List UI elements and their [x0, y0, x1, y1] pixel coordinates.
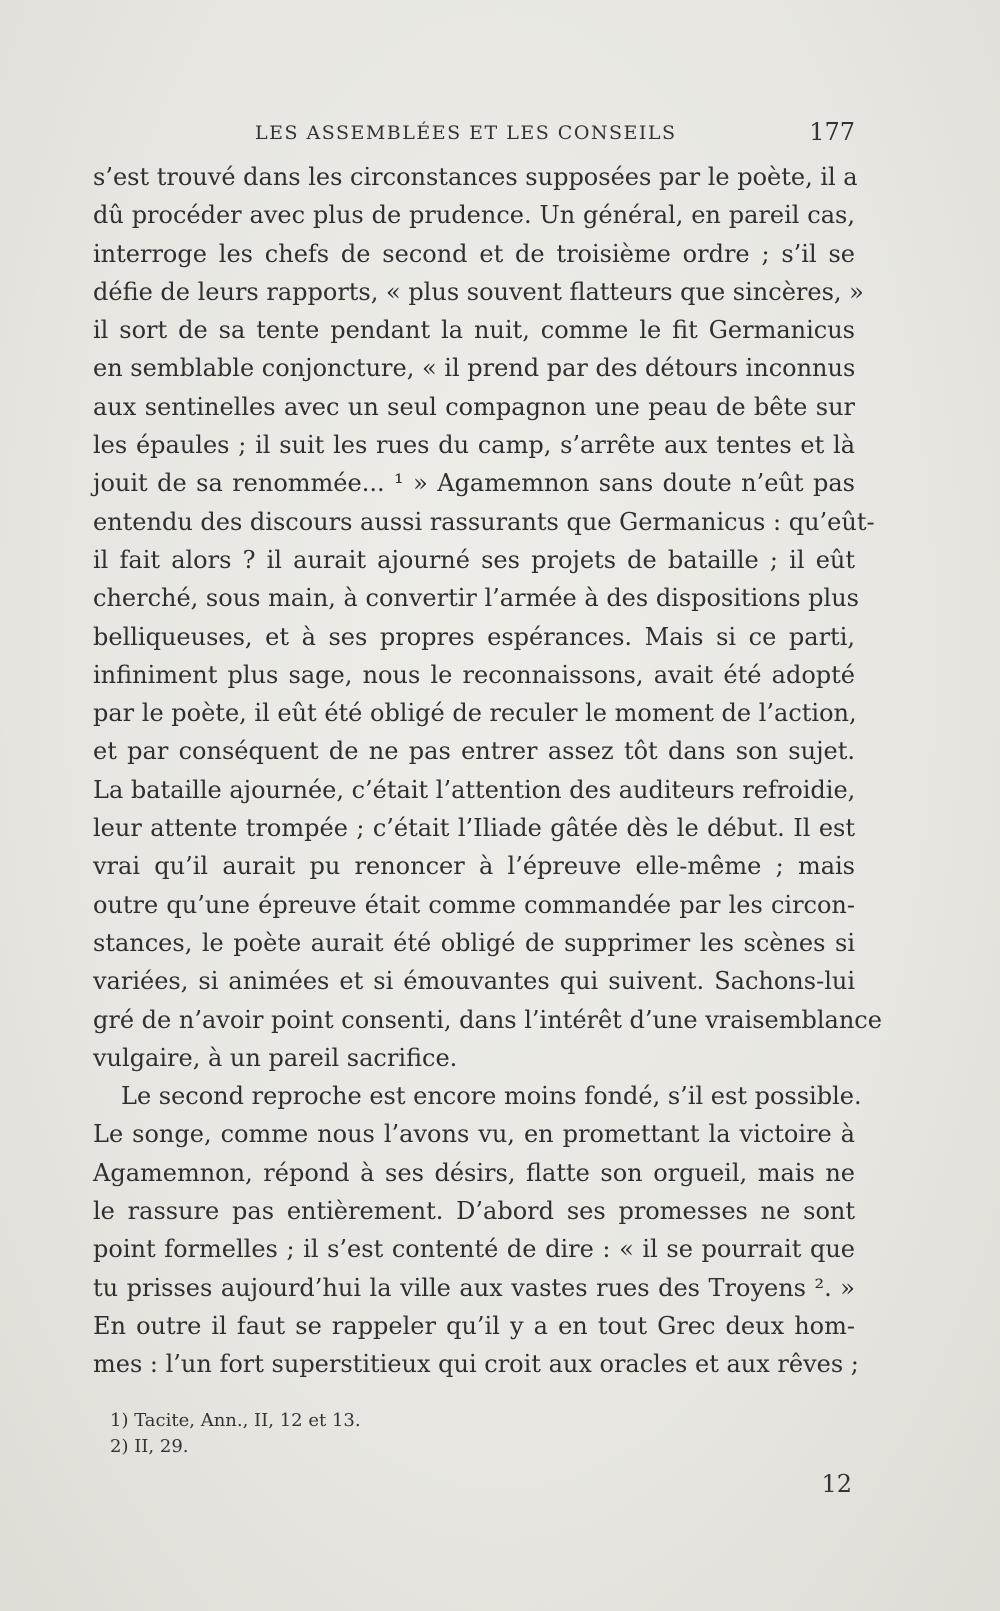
text-line: le rassure pas entièrement. D’abord ses promesses ne sont [93, 1197, 855, 1226]
text-line: vulgaire, à un pareil sacrifice. [93, 1043, 458, 1072]
footnote: 1) Tacite, Ann., II, 12 et 13. [110, 1410, 361, 1431]
footnote: 2) II, 29. [110, 1436, 189, 1457]
text-line: gré de n’avoir point consenti, dans l’intérêt d’une vraisemblance [93, 1005, 882, 1034]
text-line: jouit de sa renommée... ¹ » Agamemnon sans doute n’eût pas [93, 469, 855, 498]
text-line: La bataille ajournée, c’était l’attention des auditeurs refroidie, [93, 775, 856, 804]
text-line: Agamemnon, répond à ses désirs, flatte son orgueil, mais ne [93, 1158, 855, 1187]
text-line: cherché, sous main, à convertir l’armée à des dispositions plus [93, 584, 859, 613]
text-line: infiniment plus sage, nous le reconnaissons, avait été adopté [93, 660, 855, 689]
text-line: mes : l’un fort superstitieux qui croit aux oracles et aux rêves ; [93, 1350, 859, 1379]
text-line: les épaules ; il suit les rues du camp, s’arrête aux tentes et là [93, 431, 855, 460]
text-line: vrai qu’il aurait pu renoncer à l’épreuve elle-même ; mais [93, 852, 855, 881]
running-head [95, 118, 855, 150]
text-line: stances, le poète aurait été obligé de supprimer les scènes si [93, 928, 855, 957]
text-line: défie de leurs rapports, « plus souvent flatteurs que sincères, » [93, 277, 864, 306]
text-line: Le songe, comme nous l’avons vu, en promettant la victoire à [93, 1120, 855, 1149]
text-line: aux sentinelles avec un seul compagnon une peau de bête sur [93, 392, 855, 421]
text-line: belliqueuses, et à ses propres espérances. Mais si ce parti, [93, 622, 855, 651]
text-line: par le poète, il eût été obligé de reculer le moment de l’action, [93, 699, 857, 728]
text-line: en semblable conjoncture, « il prend par des détours inconnus [93, 354, 856, 383]
text-line: point formelles ; il s’est contenté de dire : « il se pourrait que [93, 1235, 855, 1264]
text-line: et par conséquent de ne pas entrer assez tôt dans son sujet. [93, 737, 855, 766]
text-line: interroge les chefs de second et de troisième ordre ; s’il se [93, 239, 855, 268]
text-line: dû procéder avec plus de prudence. Un général, en pareil cas, [93, 201, 855, 230]
body-text [93, 158, 882, 1384]
text-line: En outre il faut se rappeler qu’il y a en tout Grec deux hom- [93, 1311, 855, 1340]
text-line: il fait alors ? il aurait ajourné ses projets de bataille ; il eût [93, 545, 855, 574]
footnotes [110, 1408, 530, 1460]
text-line: outre qu’une épreuve était comme commandée par les circon- [93, 890, 855, 919]
text-line: entendu des discours aussi rassurants que Germanicus : qu’eût- [93, 507, 875, 536]
text-line: s’est trouvé dans les circonstances supposées par le poète, il a [93, 163, 858, 191]
text-line: variées, si animées et si émouvantes qui suivent. Sachons-lui [93, 967, 855, 996]
text-line: leur attente trompée ; c’était l’Iliade gâtée dès le début. Il est [93, 814, 855, 843]
signature-mark: 12 [821, 1470, 852, 1498]
running-head-title: LES ASSEMBLÉES ET LES CONSEILS [255, 122, 677, 144]
text-line: Le second reproche est encore moins fondé, s’il est possible. [121, 1082, 862, 1111]
text-line: tu prisses aujourd’hui la ville aux vastes rues des Troyens ². » [93, 1273, 855, 1302]
page-number: 177 [809, 118, 855, 146]
text-line: il sort de sa tente pendant la nuit, comme le fit Germanicus [93, 316, 855, 345]
